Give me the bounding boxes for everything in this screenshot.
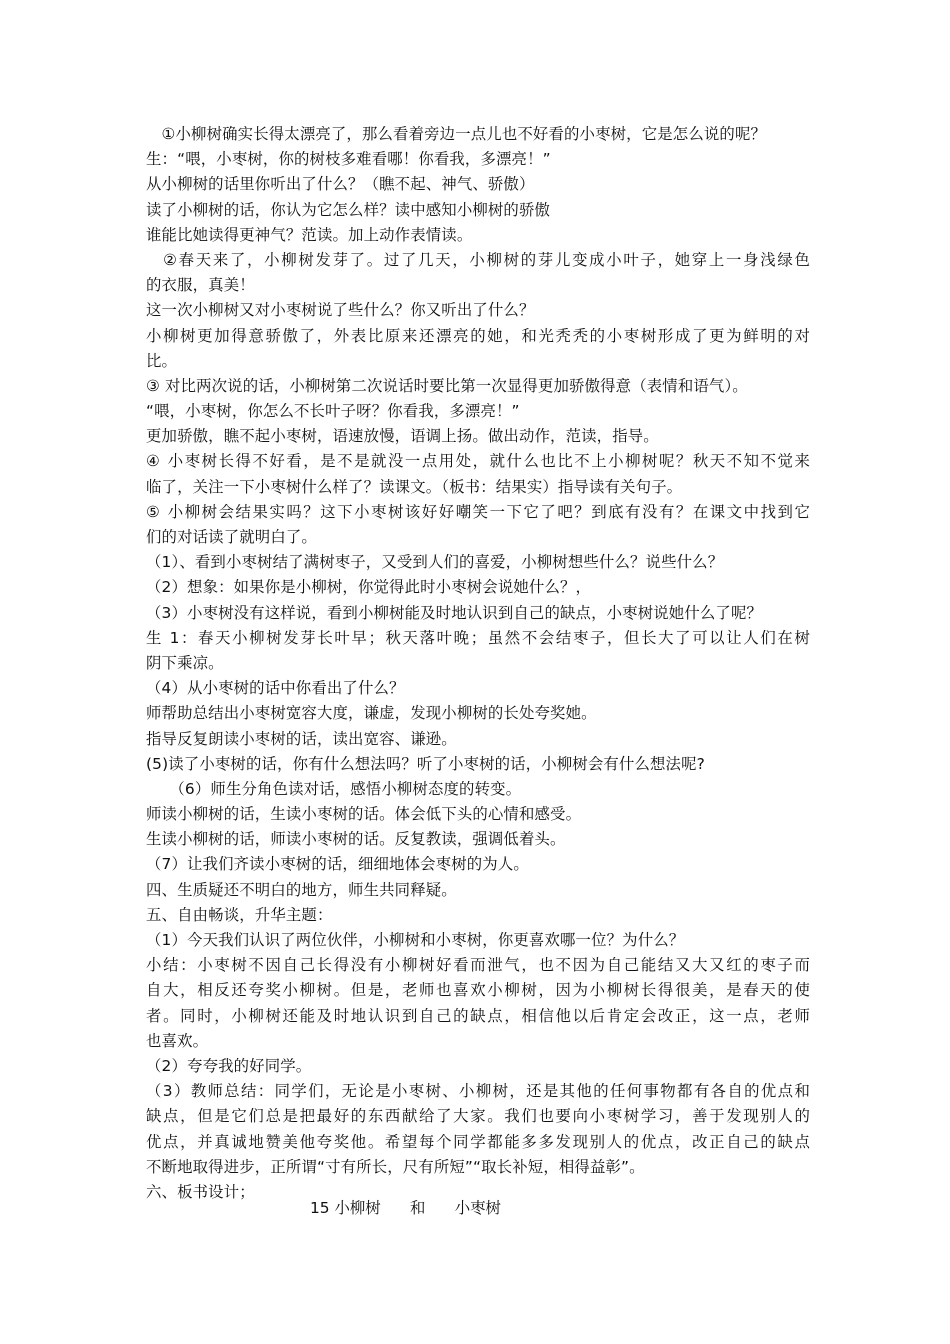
text-line: (5)读了小枣树的话，你有什么想法吗？听了小枣树的话，小柳树会有什么想法呢? xyxy=(146,754,705,773)
text-line: 阴下乘凉。 xyxy=(146,653,224,672)
text-line: （7）让我们齐读小枣树的话，细细地体会枣树的为人。 xyxy=(146,855,529,874)
text-line: （1）今天我们认识了两位伙伴，小柳树和小枣树，你更喜欢哪一位？为什么？ xyxy=(146,931,685,949)
text-line: 们的对话读了就明白了。 xyxy=(146,528,317,546)
text-line: “喂，小枣树，你怎么不长叶子呀？你看我，多漂亮！” xyxy=(146,402,520,421)
text-line: 者。同时，小柳树还能及时地认识到自己的缺点，相信他以后肯定会改正，这一点，老师 xyxy=(146,1006,810,1025)
text-line: 更加骄傲，瞧不起小枣树，语速放慢，语调上扬。做出动作，范读，指导。 xyxy=(146,427,659,446)
text-line: （2）想象：如果你是小柳树，你觉得此时小枣树会说她什么？， xyxy=(146,578,592,597)
text-line: 不断地取得进步，正所谓“寸有所长，尺有所短”“取长补短，相得益彰”。 xyxy=(146,1157,645,1176)
text-line: ①小柳树确实长得太漂亮了，那么看着旁边一点儿也不好看的小枣树，它是怎么说的呢？ xyxy=(146,125,767,143)
text-line: （6）师生分角色读对话，感悟小柳树态度的转变。 xyxy=(146,779,522,798)
text-line: ④ 小枣树长得不好看，是不是就没一点用处，就什么也比不上小柳树呢？秋天不知不觉来 xyxy=(146,452,810,471)
text-line: 小结：小枣树不因自己长得没有小柳树好看而泄气，也不因为自己能结又大又红的枣子而 xyxy=(146,956,810,975)
text-line: （2）夸夸我的好同学。 xyxy=(146,1056,312,1075)
text-line: 谁能比她读得更神气？范读。加上动作表情读。 xyxy=(146,225,473,244)
text-line: ②春天来了，小柳树发芽了。过了几天，小柳树的芽儿变成小叶子，她穿上一身浅绿色 xyxy=(146,250,810,269)
text-line: 这一次小柳树又对小枣树说了些什么？你又听出了什么？ xyxy=(146,301,535,320)
text-line: 六、板书设计； xyxy=(146,1182,255,1201)
text-line: 生：“喂，小枣树，你的树枝多难看哪！你看我，多漂亮！” xyxy=(146,150,551,169)
text-line: 生读小柳树的话，师读小枣树的话。反复教读，强调低着头。 xyxy=(146,830,566,849)
text-line: 从小柳树的话里你听出了什么？（瞧不起、神气、骄傲） xyxy=(146,175,535,194)
text-line: （4）从小枣树的话中你看出了什么？ xyxy=(146,679,405,698)
text-line: 五、自由畅谈，升华主题： xyxy=(146,905,333,924)
text-line: 小柳树更加得意骄傲了，外表比原来还漂亮的她，和光秃秃的小枣树形成了更为鲜明的对 xyxy=(146,326,810,345)
text-line: 师读小柳树的话，生读小枣树的话。体会低下头的心情和感受。 xyxy=(146,805,582,824)
text-line: 四、生质疑还不明白的地方，师生共同释疑。 xyxy=(146,880,457,899)
text-line: ③ 对比两次说的话，小柳树第二次说话时要比第一次显得更加骄傲得意（表情和语气）。 xyxy=(146,376,748,395)
text-line: （3）小枣树没有这样说，看到小柳树能及时地认识到自己的缺点，小枣树说她什么了呢？ xyxy=(146,603,763,622)
board-design-title: 15 小柳树 和 小枣树 xyxy=(310,1199,501,1217)
text-line: （1）、看到小枣树结了满树枣子，又受到人们的喜爱，小柳树想些什么？说些什么？ xyxy=(146,553,724,572)
text-line: ⑤ 小柳树会结果实吗？这下小枣树该好好嘲笑一下它了吧？到底有没有？在课文中找到它 xyxy=(146,502,810,521)
text-line: 生 1：春天小柳树发芽长叶早；秋天落叶晚；虽然不会结枣子，但长大了可以让人们在树 xyxy=(146,628,810,647)
text-line: 比。 xyxy=(146,351,178,370)
text-line: 指导反复朗读小枣树的话，读出宽容、谦逊。 xyxy=(146,729,457,748)
text-line: 临了，关注一下小枣树什么样了？读课文。（板书：结果实）指导读有关句子。 xyxy=(146,477,683,496)
text-line: 也喜欢。 xyxy=(146,1031,209,1050)
text-line: 师帮助总结出小枣树宽容大度，谦虚，发现小柳树的长处夸奖她。 xyxy=(146,704,597,723)
text-line: （3）教师总结：同学们，无论是小枣树、小柳树，还是其他的任何事物都有各自的优点和 xyxy=(146,1082,810,1101)
text-line: 自大，相反还夸奖小柳树。但是，老师也喜欢小柳树，因为小柳树长得很美，是春天的使 xyxy=(146,981,810,1000)
lesson-text-body xyxy=(146,122,810,1205)
text-line: 的衣服，真美！ xyxy=(146,276,255,295)
text-line: 读了小柳树的话，你认为它怎么样？读中感知小柳树的骄傲 xyxy=(146,200,551,219)
text-line: 缺点，但是它们总是把最好的东西献给了大家。我们也要向小枣树学习，善于发现别人的 xyxy=(146,1107,810,1126)
text-line: 优点，并真诚地赞美他夸奖他。希望每个同学都能多多发现别人的优点，改正自己的缺点 xyxy=(146,1132,810,1151)
